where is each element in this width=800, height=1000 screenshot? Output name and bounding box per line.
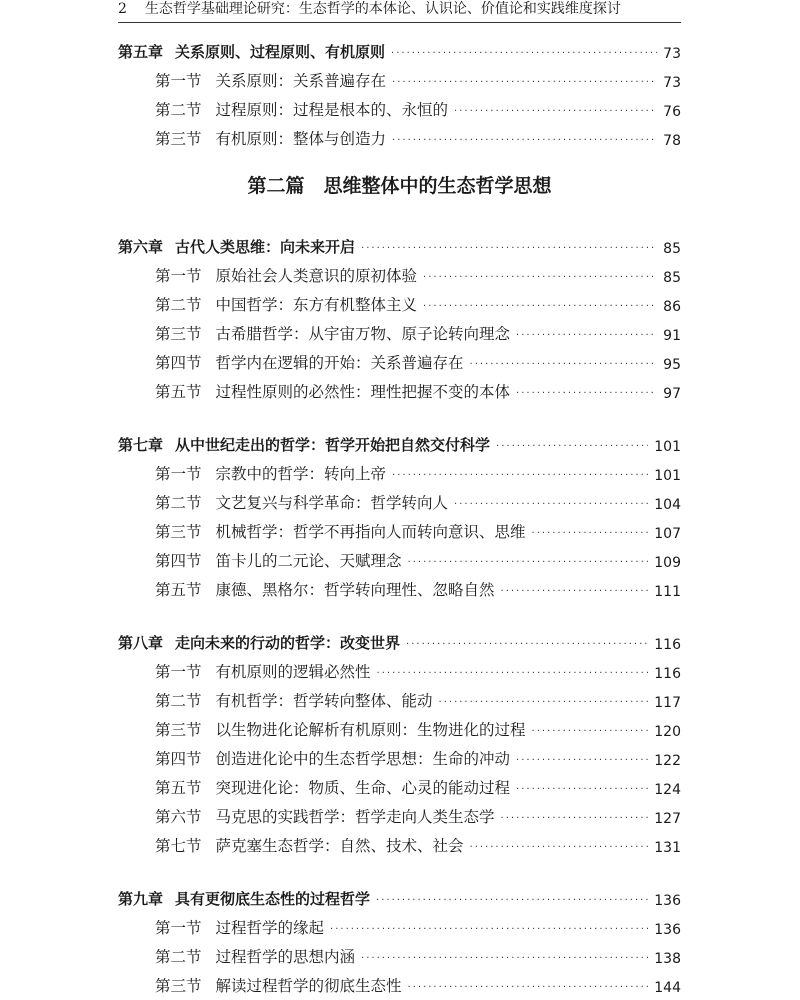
leader-dots: [439, 697, 649, 708]
chapter-number: 第五章: [118, 43, 164, 61]
toc-section[interactable]: [118, 682, 681, 711]
chapter-gap: [118, 856, 681, 880]
toc-section[interactable]: [118, 653, 681, 682]
leader-dots: [516, 755, 648, 766]
toc-section[interactable]: [118, 711, 681, 740]
leader-dots: [361, 243, 657, 254]
leader-dots: [501, 813, 649, 824]
section-title: 过程性原则的必然性：理性把握不变的本体: [215, 383, 511, 401]
page-number: 104: [654, 497, 681, 513]
section-title: 原始社会人类意识的原初体验: [215, 267, 418, 285]
chapter-number: 第九章: [118, 890, 164, 908]
toc-section[interactable]: [118, 257, 681, 286]
section-title: 萨克塞生态哲学：自然、技术、社会: [215, 837, 464, 855]
page-number: 120: [654, 724, 681, 740]
page-number: 85: [663, 241, 681, 257]
chapter-number: 第六章: [118, 238, 164, 256]
section-number: 第五节: [155, 779, 202, 797]
section-number: 第六节: [155, 808, 202, 826]
page-number: 136: [654, 922, 681, 938]
section-title: 以生物进化论解析有机原则：生物进化的过程: [215, 721, 526, 739]
toc-chapter-8[interactable]: [118, 624, 681, 653]
section-title: 康德、黑格尔：哲学转向理性、忽略自然: [215, 581, 495, 599]
toc-section[interactable]: [118, 740, 681, 769]
section-title: 有机原则的逻辑必然性: [215, 663, 371, 681]
page-number: 131: [654, 840, 681, 856]
section-number: 第一节: [155, 919, 202, 937]
table-of-contents: [118, 33, 681, 996]
chapter-title: 具有更彻底生态性的过程哲学: [175, 890, 371, 908]
toc-section[interactable]: [118, 315, 681, 344]
section-number: 第三节: [155, 523, 202, 541]
section-title: 创造进化论中的生态哲学思想：生命的冲动: [215, 750, 511, 768]
leader-dots: [496, 441, 648, 452]
section-title: 关系原则：关系普遍存在: [215, 72, 387, 90]
section-title: 笛卡儿的二元论、天赋理念: [215, 552, 402, 570]
page-number: 124: [654, 782, 681, 798]
page-number: 144: [654, 980, 681, 996]
section-title: 过程哲学的思想内涵: [215, 948, 356, 966]
section-number: 第七节: [155, 837, 202, 855]
page-number: 91: [663, 328, 681, 344]
chapter-number: 第八章: [118, 634, 164, 652]
section-title: 哲学内在逻辑的开始：关系普遍存在: [215, 354, 464, 372]
section-title: 过程哲学的缘起: [215, 919, 325, 937]
leader-dots: [330, 924, 648, 935]
section-number: 第三节: [155, 721, 202, 739]
section-number: 第二节: [155, 494, 202, 512]
leader-dots: [470, 842, 649, 853]
toc-section[interactable]: [118, 373, 681, 402]
toc-section[interactable]: [118, 455, 681, 484]
page-number: 73: [663, 46, 681, 62]
section-number: 第三节: [155, 325, 202, 343]
page-number: 109: [654, 555, 681, 571]
toc-section[interactable]: [118, 542, 681, 571]
section-number: 第五节: [155, 581, 202, 599]
toc-section[interactable]: [118, 484, 681, 513]
section-number: 第三节: [155, 130, 202, 148]
chapter-gap: [118, 402, 681, 426]
section-title: 机械哲学：哲学不再指向人而转向意识、思维: [215, 523, 526, 541]
toc-chapter-9[interactable]: [118, 880, 681, 909]
section-number: 第二节: [155, 101, 202, 119]
leader-dots: [532, 528, 649, 539]
leader-dots: [501, 586, 649, 597]
page-number: 86: [663, 299, 681, 315]
leader-dots: [408, 557, 649, 568]
page-number: 85: [663, 270, 681, 286]
section-title: 中国哲学：东方有机整体主义: [215, 296, 418, 314]
section-number: 第二节: [155, 948, 202, 966]
leader-dots: [392, 470, 648, 481]
page-number: 111: [654, 584, 681, 600]
toc-section[interactable]: [118, 571, 681, 600]
toc-chapter-5[interactable]: [118, 33, 681, 62]
chapter-title: 走向未来的行动的哲学：改变世界: [175, 634, 401, 652]
section-number: 第一节: [155, 663, 202, 681]
leader-dots: [516, 388, 657, 399]
toc-chapter-6[interactable]: [118, 228, 681, 257]
section-title: 文艺复兴与科学革命：哲学转向人: [215, 494, 449, 512]
toc-section[interactable]: [118, 91, 681, 120]
leader-dots: [516, 784, 648, 795]
page-number: 107: [654, 526, 681, 542]
page-number: 73: [663, 75, 681, 91]
section-number: 第二节: [155, 296, 202, 314]
header-page-number: 2: [118, 1, 127, 17]
section-number: 第三节: [155, 977, 202, 995]
leader-dots: [454, 106, 657, 117]
chapter-gap: [118, 600, 681, 624]
chapter-title: 古代人类思维：向未来开启: [175, 238, 356, 256]
page-number: 127: [654, 811, 681, 827]
section-title: 解读过程哲学的彻底生态性: [215, 977, 402, 995]
page-number: 78: [663, 133, 681, 149]
toc-section[interactable]: [118, 286, 681, 315]
section-number: 第四节: [155, 552, 202, 570]
toc-section[interactable]: [118, 967, 681, 996]
page-number: 122: [654, 753, 681, 769]
section-number: 第二节: [155, 692, 202, 710]
leader-dots: [406, 639, 648, 650]
leader-dots: [392, 135, 657, 146]
section-title: 马克思的实践哲学：哲学走向人类生态学: [215, 808, 495, 826]
toc-section[interactable]: [118, 344, 681, 373]
section-title: 突现进化论：物质、生命、心灵的能动过程: [215, 779, 511, 797]
leader-dots: [361, 953, 648, 964]
page-number: 138: [654, 951, 681, 967]
leader-dots: [408, 982, 649, 993]
section-title: 有机原则：整体与创造力: [215, 130, 387, 148]
toc-section[interactable]: [118, 769, 681, 798]
toc-section[interactable]: [118, 62, 681, 91]
leader-dots: [470, 359, 658, 370]
leader-dots: [423, 301, 657, 312]
page-number: 95: [663, 357, 681, 373]
section-number: 第一节: [155, 465, 202, 483]
leader-dots: [532, 726, 649, 737]
page-number: 97: [663, 386, 681, 402]
page-number: 116: [654, 666, 681, 682]
section-number: 第四节: [155, 354, 202, 372]
leader-dots: [392, 77, 657, 88]
chapter-title: 从中世纪走出的哲学：哲学开始把自然交付科学: [175, 436, 491, 454]
section-number: 第四节: [155, 750, 202, 768]
header-book-title: 生态哲学基础理论研究：生态哲学的本体论、认识论、价值论和实践维度探讨: [144, 1, 621, 17]
leader-dots: [376, 895, 648, 906]
toc-section[interactable]: [118, 513, 681, 542]
section-title: 古希腊哲学：从宇宙万物、原子论转向理念: [215, 325, 511, 343]
leader-dots: [377, 668, 649, 679]
leader-dots: [423, 272, 657, 283]
section-number: 第一节: [155, 72, 202, 90]
page-number: 117: [654, 695, 681, 711]
section-title: 过程原则：过程是根本的、永恒的: [215, 101, 449, 119]
toc-section[interactable]: [118, 827, 681, 856]
section-title: 有机哲学：哲学转向整体、能动: [215, 692, 433, 710]
page-number: 116: [654, 637, 681, 653]
part-title: 第二篇 思维整体中的生态哲学思想: [247, 175, 552, 197]
toc-section[interactable]: [118, 938, 681, 967]
leader-dots: [391, 48, 657, 59]
toc-chapter-7[interactable]: [118, 426, 681, 455]
chapter-number: 第七章: [118, 436, 164, 454]
page-number: 101: [654, 468, 681, 484]
toc-section[interactable]: [118, 798, 681, 827]
chapter-title: 关系原则、过程原则、有机原则: [175, 43, 386, 61]
running-header: [118, 0, 681, 23]
section-title: 宗教中的哲学：转向上帝: [215, 465, 387, 483]
section-number: 第五节: [155, 383, 202, 401]
page-number: 136: [654, 893, 681, 909]
leader-dots: [454, 499, 648, 510]
section-number: 第一节: [155, 267, 202, 285]
toc-section[interactable]: [118, 909, 681, 938]
leader-dots: [516, 330, 657, 341]
page-number: 101: [654, 439, 681, 455]
page-number: 76: [663, 104, 681, 120]
toc-section[interactable]: [118, 120, 681, 149]
